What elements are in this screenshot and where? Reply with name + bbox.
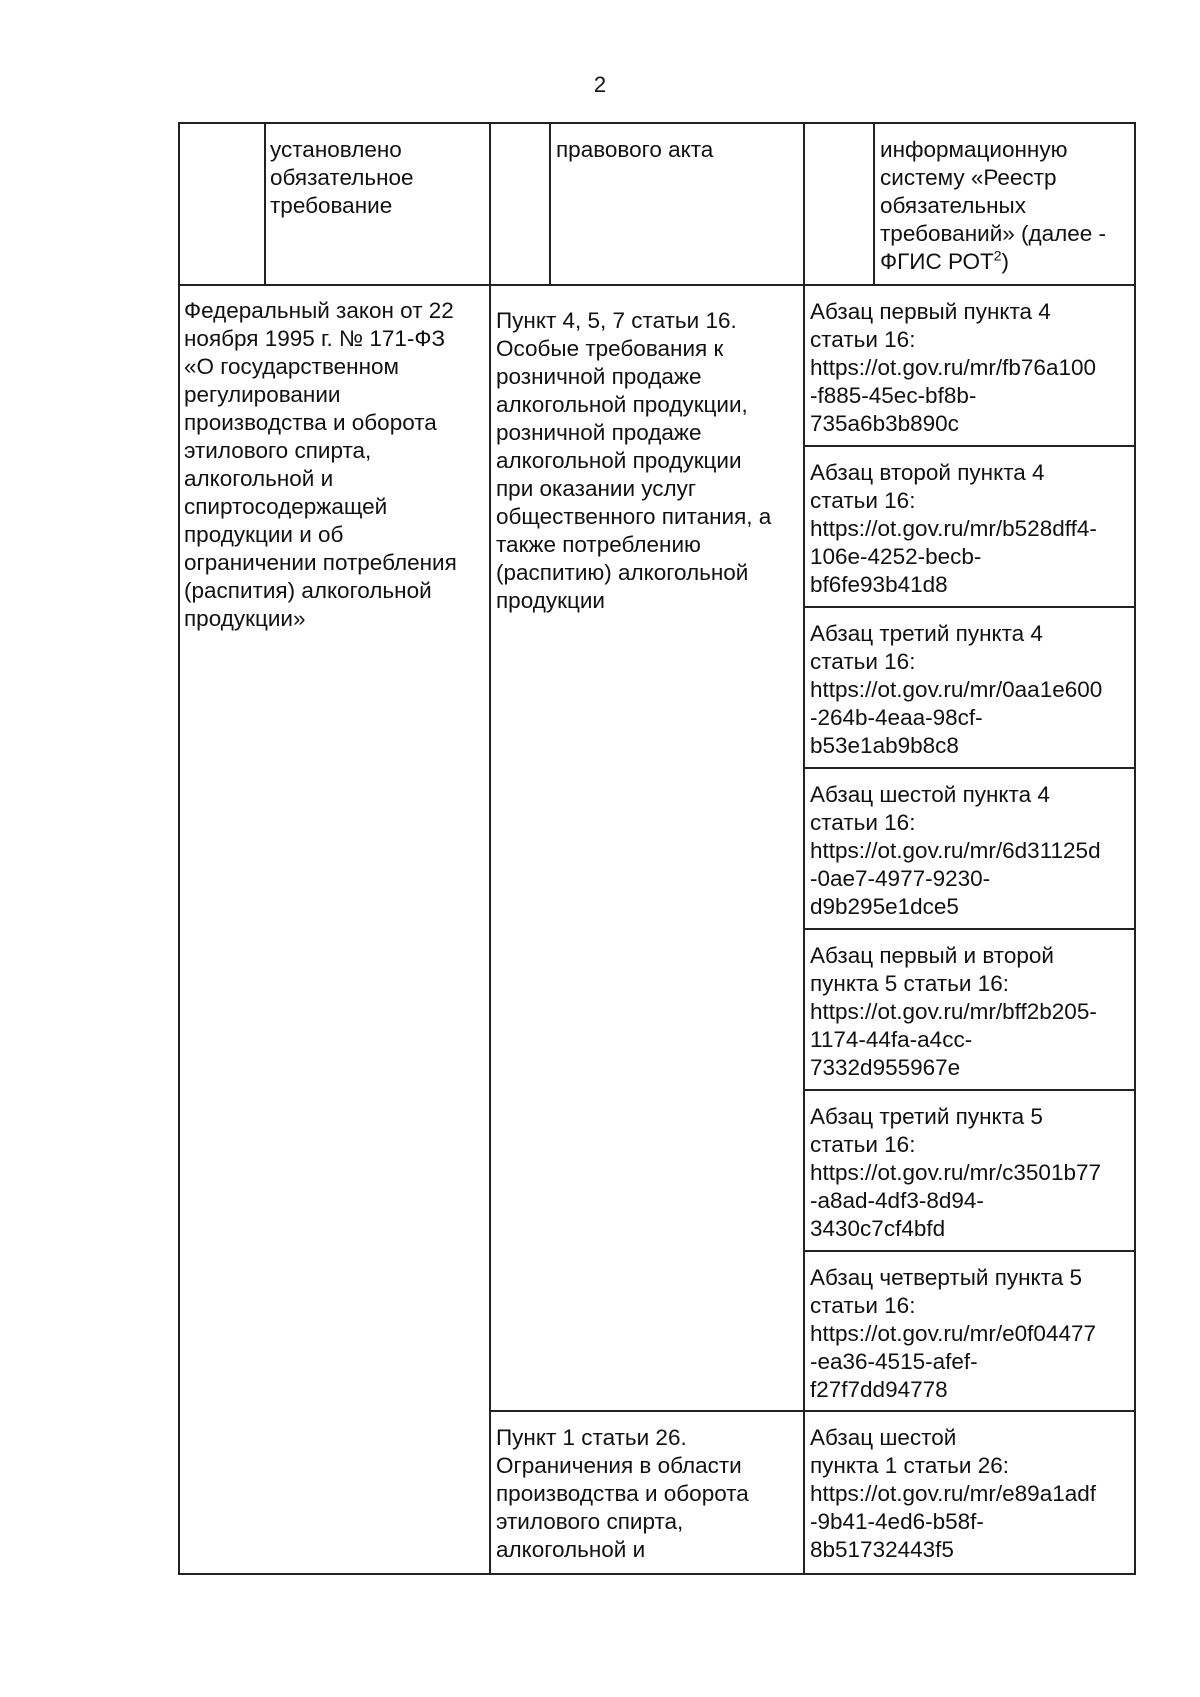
table-bottom-border	[178, 1573, 1136, 1575]
requirement-cell: Абзац шестой пункта 4 статьи 16: https://ot.gov.ru/mr/6d31125d -0ae7-4977-9230- d9b295e1dce5	[810, 782, 1101, 919]
article-cell: Пункт 1 статьи 26. Ограничения в области производства и оборота этилового спирта, алкогольной и	[496, 1425, 749, 1562]
header-registry-text: информационную систему «Реестр обязательных требований» (далее - ФГИС РОТ	[880, 137, 1107, 274]
requirement-cell: Абзац третий пункта 5 статьи 16: https://ot.gov.ru/mr/c3501b77 -a8ad-4df3-8d94- 3430c7cf4bfd	[810, 1104, 1101, 1241]
row-divider	[803, 928, 1136, 930]
header-subdivider-3	[873, 122, 875, 286]
row-divider	[803, 1089, 1136, 1091]
article-cell: Пункт 4, 5, 7 статьи 16. Особые требования к розничной продаже алкогольной продукции, розничной продаже алкогольной продукции при оказании услуг общественного питания, а также потреблению (распитию) алкогольной продукции	[496, 308, 772, 613]
law-title-cell: Федеральный закон от 22 ноября 1995 г. № 171-ФЗ «О государственном регулировании производства и оборота этилового спирта, алкогольной и спиртосодержащей продукции и об ограничении потребления (распития) алкогольной продукции»	[184, 298, 457, 631]
requirement-cell: Абзац первый и второй пункта 5 статьи 16: https://ot.gov.ru/mr/bff2b205- 1174-44fa-a4cc- 7332d955967e	[810, 943, 1097, 1080]
header-cell-registry	[880, 136, 1132, 276]
header-registry-tail: )	[1001, 249, 1010, 274]
footnote-marker: 2	[993, 247, 1002, 264]
column-divider-1	[489, 122, 491, 1575]
requirement-cell: Абзац второй пункта 4 статьи 16: https://ot.gov.ru/mr/b528dff4- 106e-4252-becb- bf6fe93b41d8	[810, 460, 1097, 597]
requirement-cell: Абзац первый пункта 4 статьи 16: https://ot.gov.ru/mr/fb76a100 -f885-45ec-bf8b- 735a6b3b890c	[810, 299, 1096, 436]
row-divider	[803, 445, 1136, 447]
table-top-border	[178, 122, 1136, 124]
header-cell-legal-act: правового акта	[556, 137, 714, 162]
header-subdivider-1	[264, 122, 266, 286]
page-number: 2	[593, 72, 607, 97]
header-bottom-border	[178, 284, 1136, 286]
row-divider	[803, 606, 1136, 608]
table-right-border	[1134, 122, 1136, 1575]
header-cell-requirement: установлено обязательное требование	[270, 137, 414, 218]
table-left-border	[178, 122, 180, 1575]
requirement-cell: Абзац шестой пункта 1 статьи 26: https://ot.gov.ru/mr/e89a1adf -9b41-4ed6-b58f- 8b51732443f5	[810, 1425, 1096, 1562]
row-divider	[803, 767, 1136, 769]
row-divider	[489, 1410, 1136, 1412]
requirement-cell: Абзац четвертый пункта 5 статьи 16: https://ot.gov.ru/mr/e0f04477 -ea36-4515-afef- f27f7dd94778	[810, 1265, 1096, 1402]
row-divider	[803, 1250, 1136, 1252]
header-subdivider-2	[549, 122, 551, 286]
column-divider-2	[803, 122, 805, 1575]
requirement-cell: Абзац третий пункта 4 статьи 16: https://ot.gov.ru/mr/0aa1e600 -264b-4eaa-98cf- b53e1ab9b8c8	[810, 621, 1103, 758]
